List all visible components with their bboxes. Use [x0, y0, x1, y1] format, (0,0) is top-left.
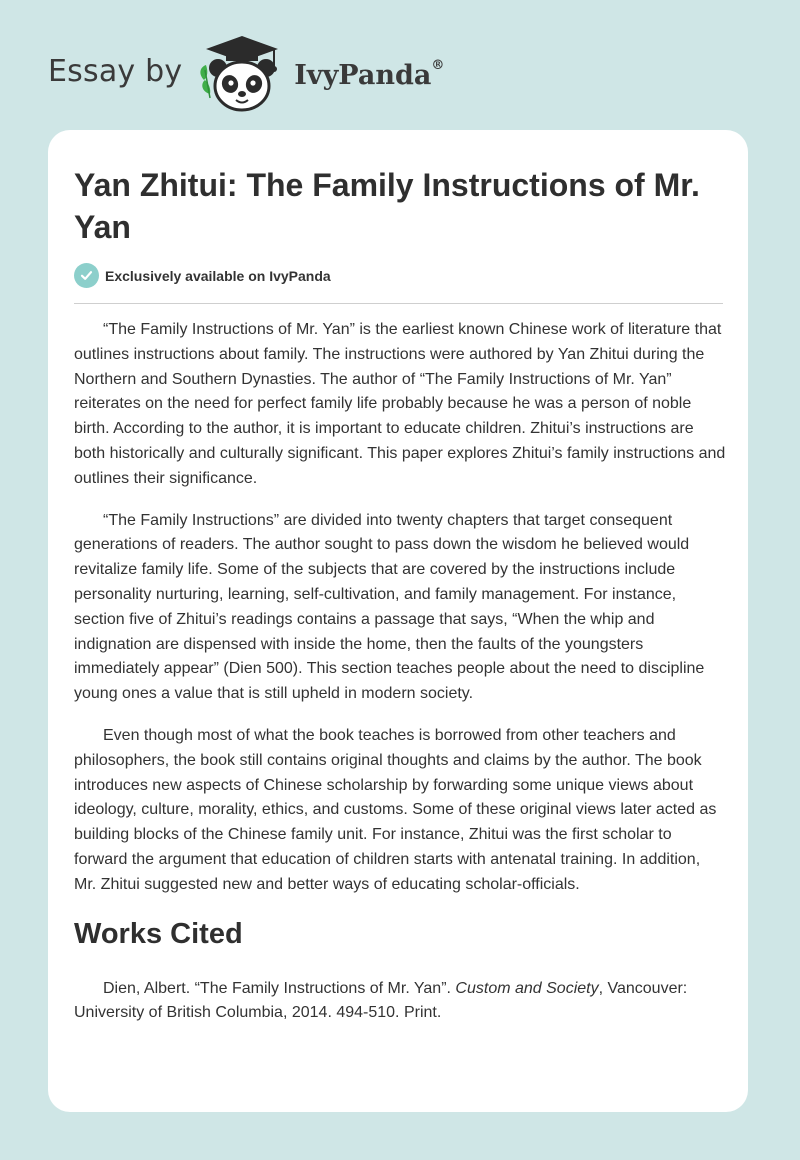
check-circle-icon	[74, 263, 99, 288]
page-title: Yan Zhitui: The Family Instructions of Mr. Yan	[74, 167, 700, 245]
brand-header[interactable]	[48, 34, 444, 114]
paragraph: “The Family Instructions” are divided into twenty chapters that target consequent generations of readers. The author sought to pass down the wisdom he believed would revitalize family life. Some of the subjects that are covered by the instructions include personality nurturing, learning, self-cultivation, and family management. For instance, section five of Zhitui’s readings contains a passage that says, “When the whip and indignation are dispensed with inside the home, then the faults of the youngsters immediately appear” (Dien 500). This section teaches people about the need to discipline young ones a value that is still upheld in modern society.	[74, 511, 705, 703]
citation-entry: Dien, Albert. “The Family Instructions of Mr. Yan”. Custom and Society, Vancouver: University of British Columbia, 2014. 494-510. Print.	[74, 979, 688, 1022]
exclusive-badge	[74, 263, 331, 288]
panda-logo-icon	[196, 34, 288, 114]
essay-card	[48, 130, 748, 1112]
paragraph: “The Family Instructions of Mr. Yan” is the earliest known Chinese work of literature that outlines instructions about family. The instructions were authored by Yan Zhitui during the Northern and Southern Dynasties. The author of “The Family Instructions of Mr. Yan” reiterates on the need for perfect family life probably because he was a person of noble birth. According to the author, it is important to educate children. Zhitui’s instructions are both historically and culturally significant. This paper explores Zhitui’s family instructions and outlines their significance.	[74, 321, 726, 487]
essay-body	[74, 318, 726, 1043]
essay-by-label: Essay by	[48, 53, 183, 89]
paragraph: Even though most of what the book teaches is borrowed from other teachers and philosophers, the book still contains original thoughts and claims by the author. The book introduces new aspects of Chinese scholarship by forwarding some unique views about ideology, culture, morality, ethics, and customs. Some of these original views later acted as building blocks of the Chinese family unit. For instance, Zhitui was the first scholar to forward the argument that education of children starts with antenatal training. In addition, Mr. Zhitui suggested new and better ways of educating scholar-officials.	[74, 726, 717, 893]
title-divider	[74, 303, 723, 304]
works-cited-heading: Works Cited	[74, 917, 243, 950]
exclusive-label: Exclusively available on IvyPanda	[105, 267, 331, 284]
brand-name: IvyPanda®	[294, 57, 445, 91]
